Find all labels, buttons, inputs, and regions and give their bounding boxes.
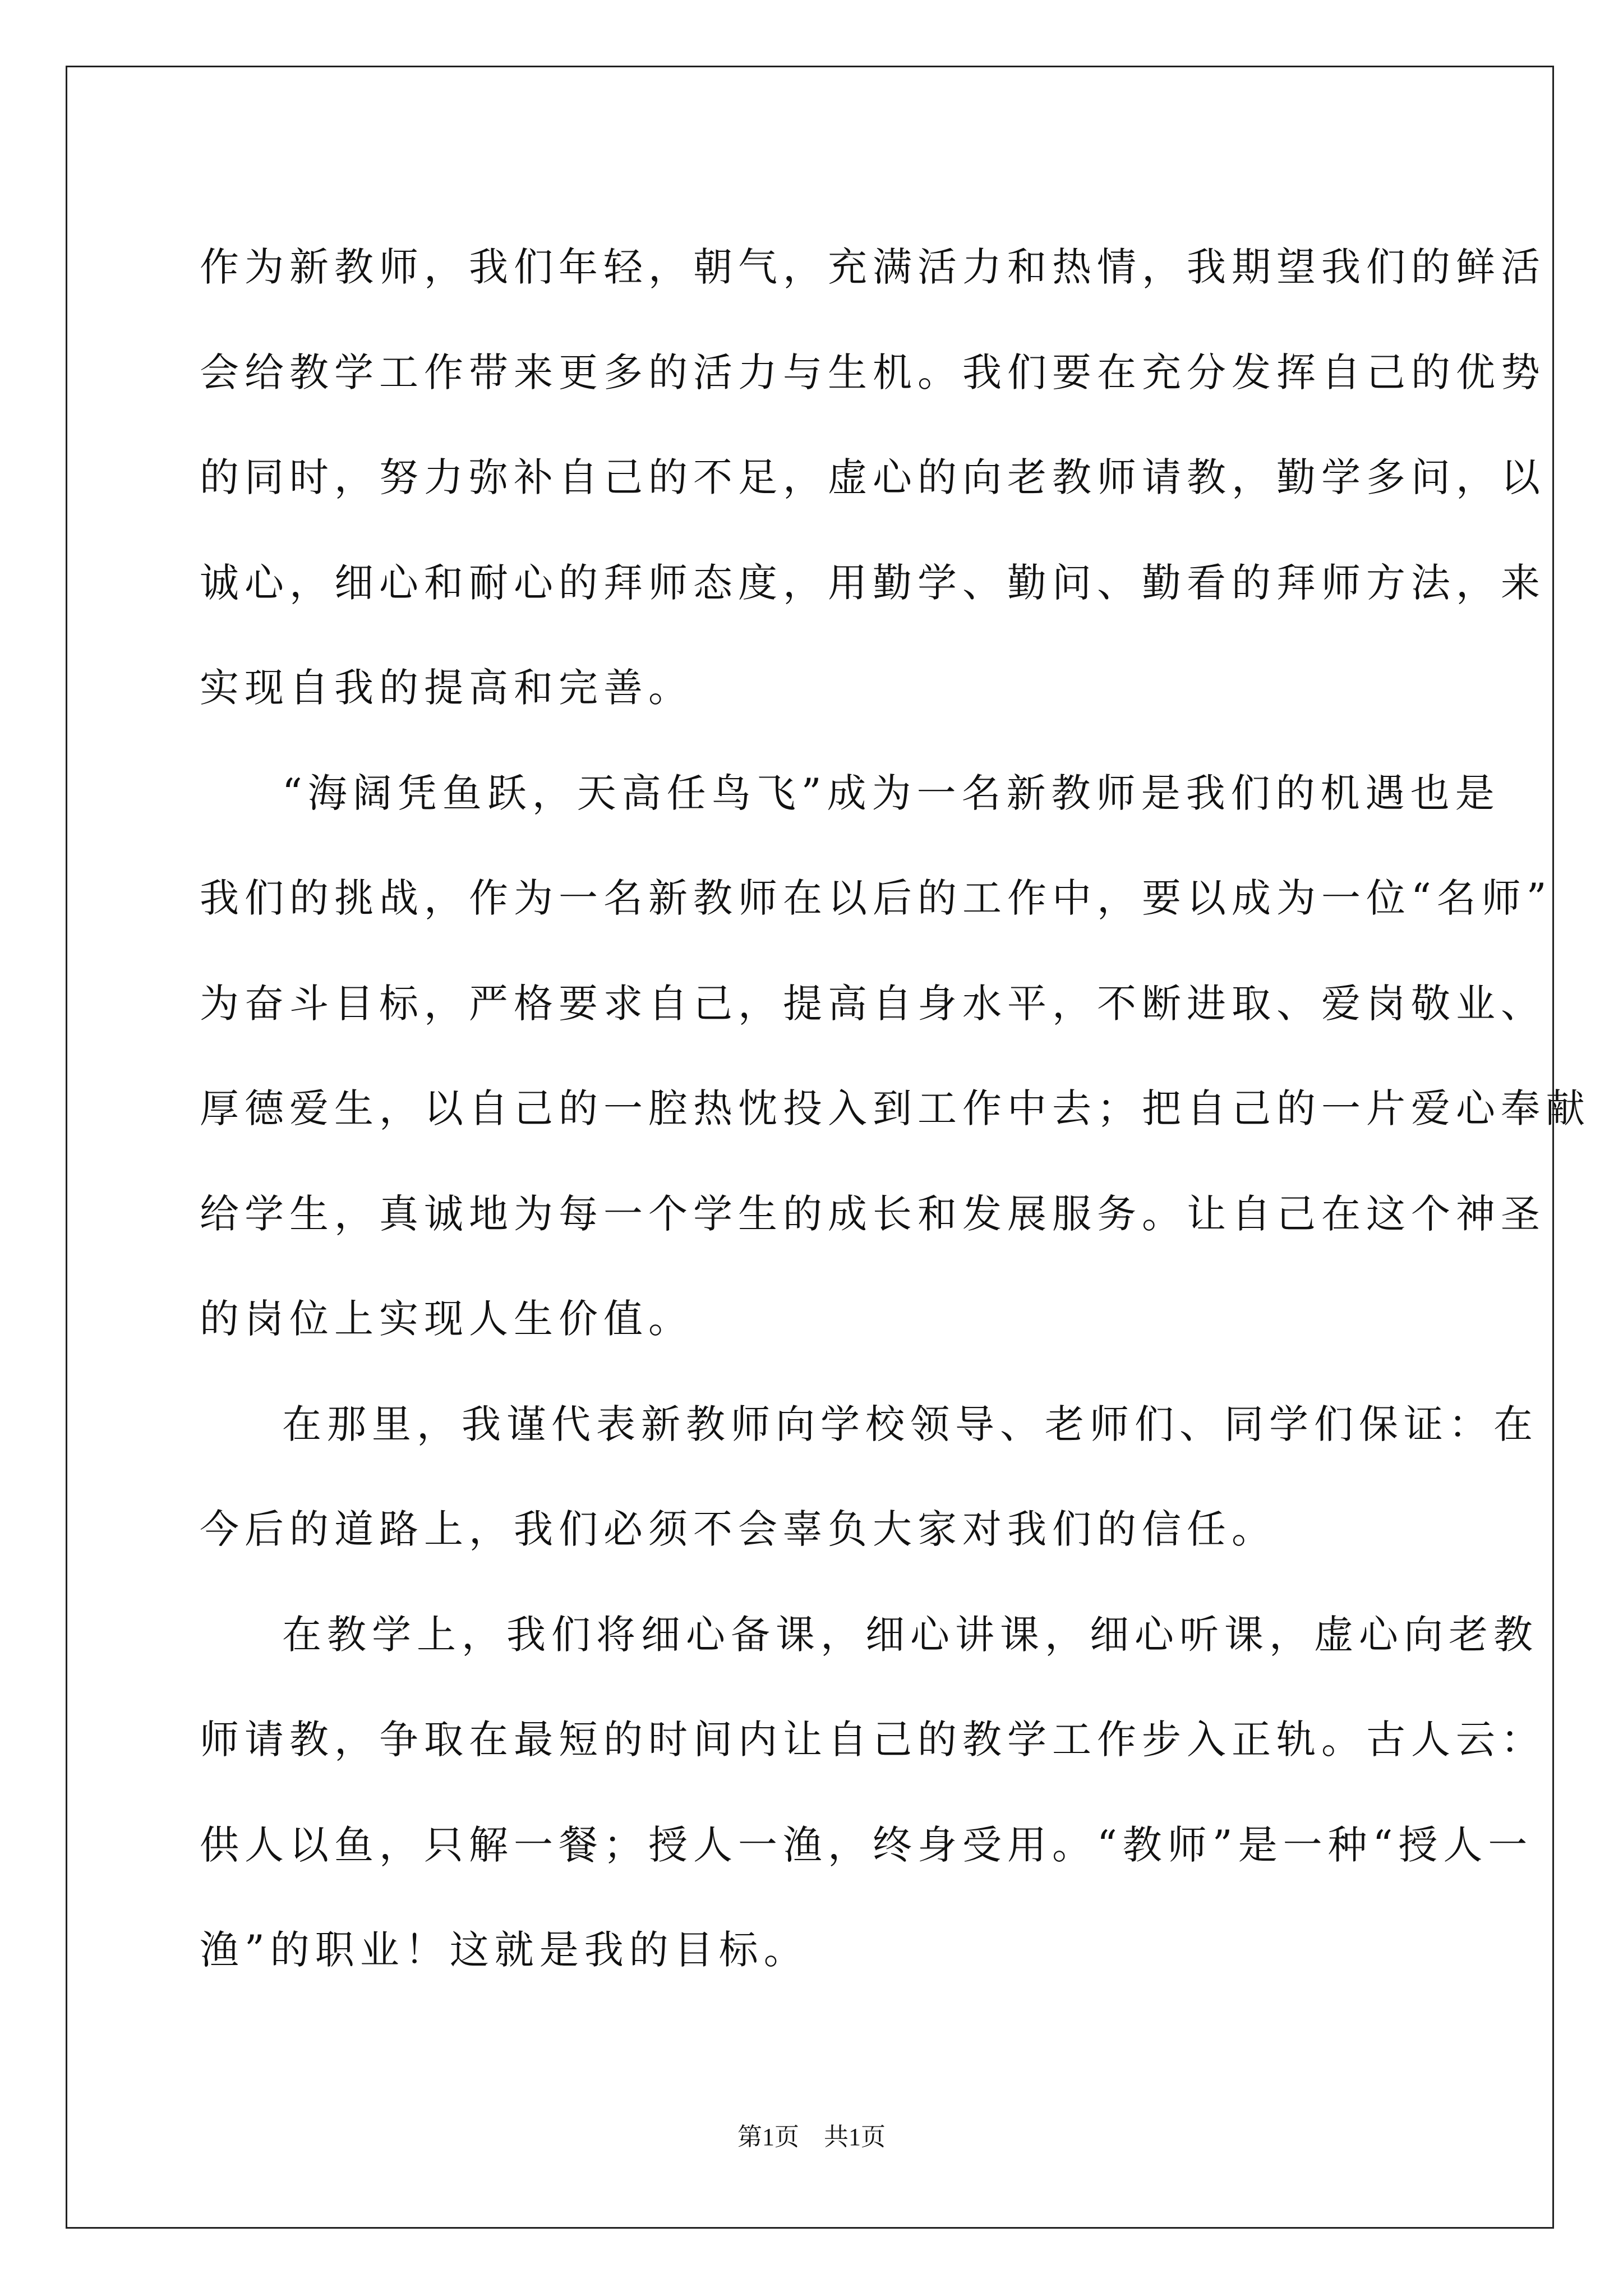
paragraph-line: “海阔凭鱼跃，天高任鸟飞”成为一名新教师是我们的机遇也是 [282, 770, 1500, 816]
paragraph-4 [200, 1582, 1546, 2003]
paragraph-line: 我们的挑战，作为一名新教师在以后的工作中，要以成为一位“名师” [200, 875, 1552, 921]
paragraph-line: 渔”的职业！这就是我的目标。 [200, 1927, 809, 1973]
paragraph-line: 在教学上，我们将细心备课，细心讲课，细心听课，虚心向老教 [282, 1611, 1538, 1658]
paragraph-line: 作为新教师，我们年轻，朝气，充满活力和热情，我期望我们的鲜活 [200, 244, 1546, 290]
paragraph-2 [200, 741, 1590, 1372]
paragraph-line: 师请教，争取在最短的时间内让自己的教学工作步入正轨。古人云： [200, 1717, 1546, 1763]
paragraph-line: 今后的道路上，我们必须不会辜负大家对我们的信任。 [200, 1506, 1276, 1552]
paragraph-line: 在那里，我谨代表新教师向学校领导、老师们、同学们保证：在 [282, 1401, 1538, 1447]
paragraph-3 [200, 1372, 1538, 1582]
document-body [200, 215, 1590, 2003]
page-footer [0, 2120, 1623, 2154]
paragraph-line: 诚心，细心和耐心的拜师态度，用勤学、勤问、勤看的拜师方法，来 [200, 559, 1546, 606]
paragraph-line: 给学生，真诚地为每一个学生的成长和发展服务。让自己在这个神圣 [200, 1190, 1546, 1237]
paragraph-line: 会给教学工作带来更多的活力与生机。我们要在充分发挥自己的优势 [200, 349, 1546, 395]
page-number-label: 第1页 共1页 [737, 2123, 886, 2151]
paragraph-line: 为奋斗目标，严格要求自己，提高自身水平，不断进取、爱岗敬业、 [200, 980, 1546, 1027]
paragraph-line: 的同时，努力弥补自己的不足，虚心的向老教师请教，勤学多问，以 [200, 454, 1546, 500]
paragraph-line: 实现自我的提高和完善。 [200, 665, 693, 711]
paragraph-1 [200, 215, 1546, 741]
paragraph-line: 的岗位上实现人生价值。 [200, 1296, 693, 1342]
paragraph-line: 供人以鱼，只解一餐；授人一渔，终身受用。“教师”是一种“授人一 [200, 1821, 1533, 1868]
paragraph-line: 厚德爱生，以自己的一腔热忱投入到工作中去；把自己的一片爱心奉献 [200, 1085, 1590, 1131]
